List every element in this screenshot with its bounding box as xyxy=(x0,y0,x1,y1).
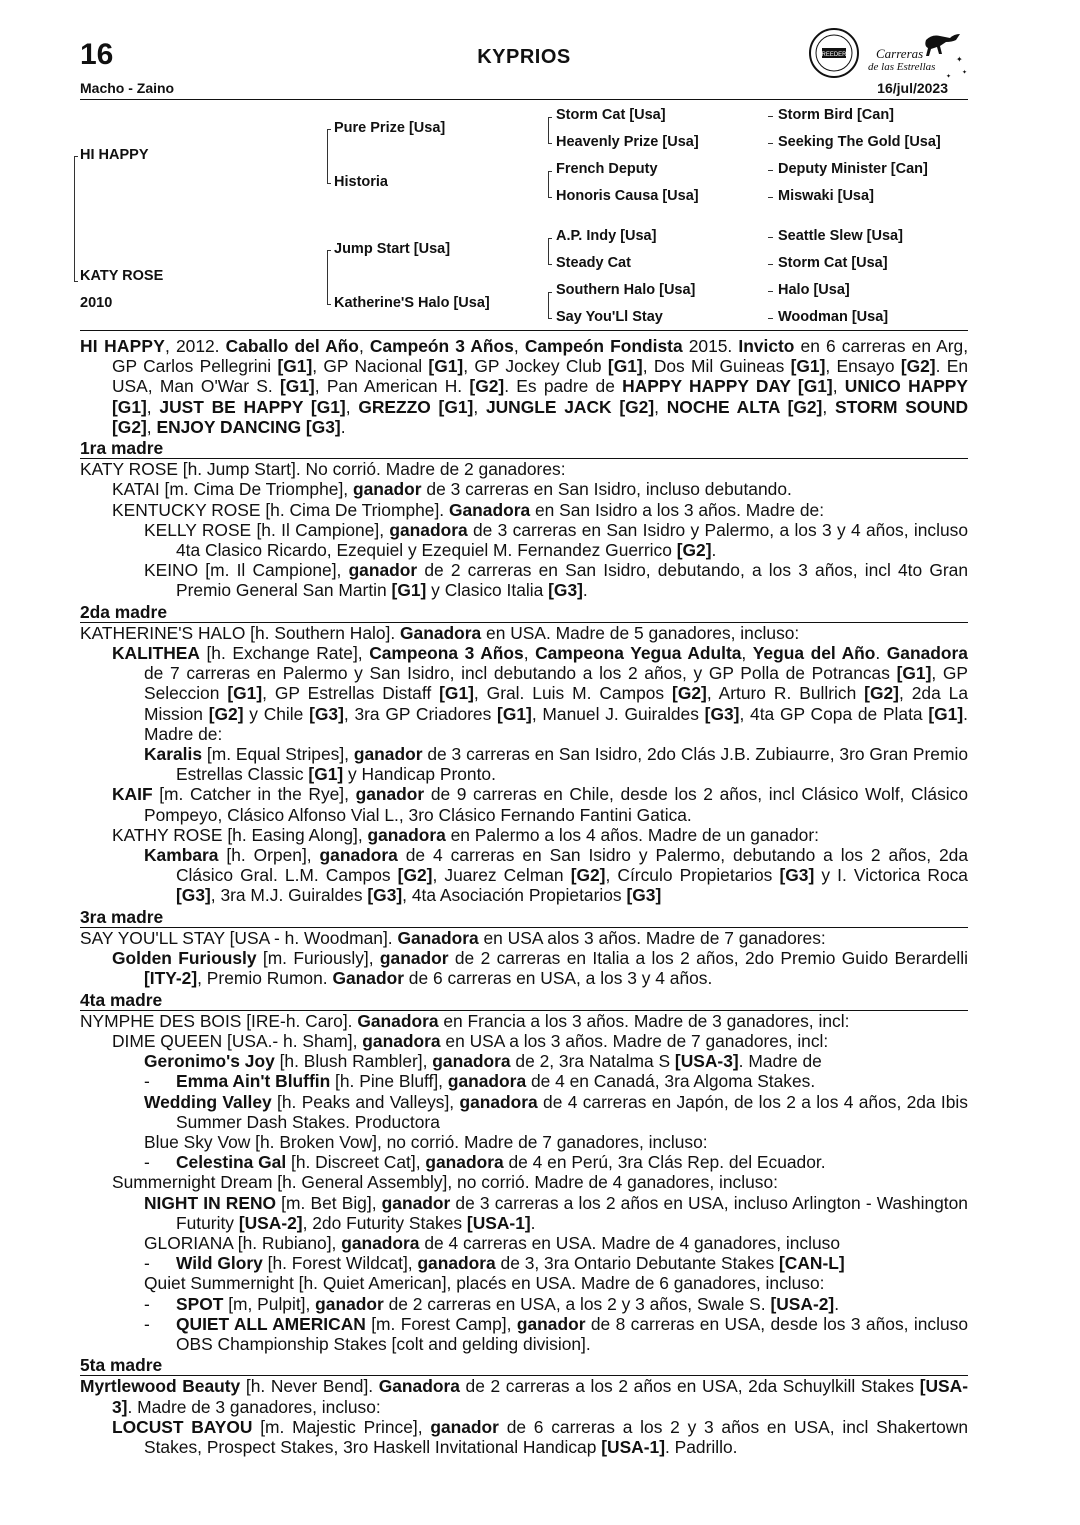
bracket-gen1 xyxy=(74,156,75,282)
produce-entry: Summernight Dream [h. General Assembly], no corrió. Madre de 4 ganadores, incluso: xyxy=(112,1172,778,1193)
pedigree-gen4-8: Woodman [Usa] xyxy=(778,309,889,325)
bracket-tick xyxy=(548,292,552,293)
pedigree-gen2-3: Jump Start [Usa] xyxy=(334,241,451,257)
pedigree-gen4-1: Storm Bird [Can] xyxy=(778,107,894,123)
pedigree-gen3-4: Honoris Causa [Usa] xyxy=(556,188,699,204)
produce-entry: Blue Sky Vow [h. Broken Vow], no corrió. Madre de 7 ganadores, incluso: xyxy=(144,1131,708,1152)
produce-entry: Wedding Valley [h. Peaks and Valleys], ganadora de 4 carreras en Japón, de los 2 a los 4 años, 2da Ibis Summer Dash Stakes. Productora xyxy=(144,1091,968,1132)
svg-text:✦: ✦ xyxy=(946,74,952,80)
produce-entry: KATAI [m. Cima De Triomphe], ganador de 3 carreras en San Isidro, incluso debutando. xyxy=(112,479,792,500)
catalog-body xyxy=(80,336,968,1457)
svg-text:BREEDERS: BREEDERS xyxy=(817,52,851,58)
bracket-tick xyxy=(327,250,331,251)
sale-date: 16/jul/2023 xyxy=(877,80,948,96)
section-4ta-madre: 4ta madre xyxy=(80,990,968,1011)
produce-entry: KATHY ROSE [h. Easing Along], ganadora en Palermo a los 4 años. Madre de un ganador: xyxy=(112,824,819,845)
pedigree-dam: KATY ROSE xyxy=(80,268,164,284)
bracket-tick xyxy=(327,129,331,130)
bracket-gen3 xyxy=(548,292,549,318)
produce-entry: - SPOT [m, Pulpit], ganador de 2 carreras en USA, a los 2 y 3 años, Swale S. [USA-2]. xyxy=(144,1293,840,1314)
section-3ra-madre: 3ra madre xyxy=(80,907,968,928)
produce-entry: KAIF [m. Catcher in the Rye], ganador de 9 carreras en Chile, desde los 2 años, incl Clásico Wolf, Clásico Pompeyo, Clásico Alfonso Vial L., 3ro Clásico Fernando Fantini Gatica. xyxy=(112,784,968,825)
produce-entry: Quiet Summernight [h. Quiet American], placés en USA. Madre de 6 ganadores, incluso: xyxy=(144,1273,825,1294)
carreras-de-las-estrellas-logo xyxy=(806,24,972,82)
pedigree-gen3-6: Steady Cat xyxy=(556,255,631,271)
bracket-tick xyxy=(548,197,552,198)
dam-entry: NYMPHE DES BOIS [IRE-h. Caro]. Ganadora en Francia a los 3 años. Madre de 3 ganadores, incl: xyxy=(80,1010,850,1031)
pedigree-gen4-3: Deputy Minister [Can] xyxy=(778,161,928,177)
bracket-tick xyxy=(327,183,331,184)
pedigree-gen4-6: Storm Cat [Usa] xyxy=(778,255,888,271)
bracket-tick xyxy=(74,156,78,157)
produce-entry: NIGHT IN RENO [m. Bet Big], ganador de 3 carreras a los 2 años en USA, incluso Arlington - Washington Futurity [USA-2], 2do Futurity Stakes [USA-1]. xyxy=(144,1192,968,1233)
produce-entry: Geronimo's Joy [h. Blush Rambler], ganadora de 2, 3ra Natalma S [USA-3]. Madre de xyxy=(144,1051,822,1072)
pedigree-gen3-5: A.P. Indy [Usa] xyxy=(556,228,657,244)
svg-text:Carreras: Carreras xyxy=(876,46,924,61)
header-divider xyxy=(80,99,968,100)
dash xyxy=(768,237,773,238)
svg-text:✦: ✦ xyxy=(956,55,963,64)
produce-entry: Karalis [m. Equal Stripes], ganador de 3 carreras en San Isidro, 2do Clás J.B. Zubiaurre, 3ro Gran Premio Estrellas Classic [G1] y Handicap Pronto. xyxy=(144,744,968,785)
dash xyxy=(768,116,773,117)
sex-color: Macho - Zaino xyxy=(80,80,175,96)
section-2da-madre: 2da madre xyxy=(80,602,968,623)
pedigree-gen4-2: Seeking The Gold [Usa] xyxy=(778,134,941,150)
dash xyxy=(768,318,773,319)
bracket-tick xyxy=(548,143,552,144)
bracket-gen2-top xyxy=(327,129,328,183)
bracket-gen3 xyxy=(548,171,549,197)
produce-entry: KALITHEA [h. Exchange Rate], Campeona 3 Años, Campeona Yegua Adulta, Yegua del Año. Ganadora de 7 carreras en Palermo y San Isidro, incl debutando a los 2 años, y GP Polla de Potrancas [G1], GP Seleccion [G1], GP Estrellas Distaff [G1], Gral. Luis M. Campos [G2], Arturo R. Bullrich [G2], 2da La Mission [G2] y Chile [G3], 3ra GP Criadores [G1], Manuel J. Guiraldes [G3], 4ta GP Copa de Plata [G1]. Madre de: xyxy=(112,643,969,744)
lot-number: 16 xyxy=(80,38,114,71)
bracket-gen3 xyxy=(548,238,549,264)
bracket-tick xyxy=(74,281,78,282)
pedigree-divider xyxy=(80,330,968,331)
bracket-tick xyxy=(548,264,552,265)
produce-entry: KELLY ROSE [h. Il Campione], ganadora de 3 carreras en San Isidro y Palermo, a los 3 y 4 años, incluso 4ta Clasico Ricardo, Ezequiel y Ezequiel M. Fernandez Guerrico [G2]. xyxy=(144,519,968,561)
bracket-gen3 xyxy=(548,117,549,143)
dam-entry: KATHERINE'S HALO [h. Southern Halo]. Ganadora en USA. Madre de 5 ganadores, incluso: xyxy=(80,622,800,643)
pedigree-gen3-3: French Deputy xyxy=(556,161,658,177)
dash xyxy=(768,197,773,198)
section-1ra-madre: 1ra madre xyxy=(80,438,968,459)
produce-entry: KEINO [m. Il Campione], ganador de 2 carreras en San Isidro, debutando, a los 3 años, incl 4to Gran Premio General San Martin [G1] y Clasico Italia [G3]. xyxy=(144,560,968,601)
bracket-tick xyxy=(548,171,552,172)
dash xyxy=(768,170,773,171)
svg-text:de las Estrellas: de las Estrellas xyxy=(868,61,936,73)
produce-entry: DIME QUEEN [USA.- h. Sham], ganadora en USA a los 3 años. Madre de 7 ganadores, incl: xyxy=(112,1030,829,1051)
pedigree-gen2-2: Historia xyxy=(334,174,388,190)
pedigree-gen4-7: Halo [Usa] xyxy=(778,282,850,298)
bracket-tick xyxy=(548,238,552,239)
produce-entry: - Emma Ain't Bluffin [h. Pine Bluff], ganadora de 4 en Canadá, 3ra Algoma Stakes. xyxy=(144,1071,816,1092)
produce-entry: GLORIANA [h. Rubiano], ganadora de 4 carreras en USA. Madre de 4 ganadores, incluso xyxy=(144,1232,840,1253)
pedigree-year: 2010 xyxy=(80,295,113,311)
dash xyxy=(768,264,773,265)
pedigree-gen3-2: Heavenly Prize [Usa] xyxy=(556,134,699,150)
pedigree-gen3-1: Storm Cat [Usa] xyxy=(556,107,666,123)
produce-entry: - QUIET ALL AMERICAN [m. Forest Camp], ganador de 8 carreras en USA, desde los 3 años, incluso OBS Championship Stakes [colt and gelding division]. xyxy=(144,1313,968,1354)
dash xyxy=(768,143,773,144)
produce-entry: Kambara [h. Orpen], ganadora de 4 carreras en San Isidro y Palermo, debutando a los 2 años, 2da Clásico Gral. L.M. Campos [G2], Juarez Celman [G2], Círculo Propietarios [G3] y I. Victorica Roca [G3], 3ra M.J. Guiraldes [G3], 4ta Asociación Propietarios [G3] xyxy=(144,845,969,906)
horse-name: KYPRIOS xyxy=(477,46,571,68)
pedigree-gen2-1: Pure Prize [Usa] xyxy=(334,120,446,136)
sire-summary: HI HAPPY, 2012. Caballo del Año, Campeón 3 Años, Campeón Fondista 2015. Invicto en 6 carreras en Arg, GP Carlos Pellegrini [G1], GP Nacional [G1], GP Jockey Club [G1], Dos Mil Guineas [G1], Ensayo [G2]. En USA, Man O'War S. [G1], Pan American H. [G2]. Es padre de HAPPY HAPPY DAY [G1], UNICO HAPPY [G1], JUST BE HAPPY [G1], GREZZO [G1], JUNGLE JACK [G2], NOCHE ALTA [G2], STORM SOUND [G2], ENJOY DANCING [G3]. xyxy=(80,336,969,437)
pedigree-gen3-7: Southern Halo [Usa] xyxy=(556,282,696,298)
svg-text:✦: ✦ xyxy=(962,70,968,76)
produce-entry: LOCUST BAYOU [m. Majestic Prince], ganador de 6 carreras a los 2 y 3 años en USA, incl Shakertown Stakes, Prospect Stakes, 3ro Haskell Invitational Handicap [USA-1]. Padrillo. xyxy=(112,1416,969,1457)
dam-entry: KATY ROSE [h. Jump Start]. No corrió. Madre de 2 ganadores: xyxy=(80,459,566,480)
section-5ta-madre: 5ta madre xyxy=(80,1355,968,1376)
produce-entry: Golden Furiously [m. Furiously], ganador de 2 carreras en Italia a los 2 años, 2do Premio Guido Berardelli [ITY-2], Premio Rumon. Ganador de 6 carreras en USA, a los 3 y 4 años. xyxy=(112,948,968,989)
pedigree-gen2-4: Katherine'S Halo [Usa] xyxy=(334,295,490,311)
produce-entry: - Celestina Gal [h. Discreet Cat], ganadora de 4 en Perú, 3ra Clás Rep. del Ecuador. xyxy=(144,1152,826,1173)
dam-entry: SAY YOU'LL STAY [USA - h. Woodman]. Ganadora en USA alos 3 años. Madre de 7 ganadores: xyxy=(80,927,826,948)
dash xyxy=(768,291,773,292)
pedigree-gen3-8: Say You'Ll Stay xyxy=(556,309,663,325)
pedigree-gen4-4: Miswaki [Usa] xyxy=(778,188,874,204)
bracket-gen2-bottom xyxy=(327,250,328,304)
produce-entry: KENTUCKY ROSE [h. Cima De Triomphe]. Ganadora en San Isidro a los 3 años. Madre de: xyxy=(112,499,825,520)
pedigree-sire: HI HAPPY xyxy=(80,147,149,163)
bracket-tick xyxy=(548,318,552,319)
pedigree-gen4-5: Seattle Slew [Usa] xyxy=(778,228,903,244)
bracket-tick xyxy=(327,304,331,305)
produce-entry: - Wild Glory [h. Forest Wildcat], ganadora de 3, 3ra Ontario Debutante Stakes [CAN-L] xyxy=(144,1253,845,1274)
dam-entry: Myrtlewood Beauty [h. Never Bend]. Ganadora de 2 carreras a los 2 años en USA, 2da Schuylkill Stakes [USA-3]. Madre de 3 ganadores, incluso: xyxy=(80,1376,968,1417)
bracket-tick xyxy=(548,117,552,118)
